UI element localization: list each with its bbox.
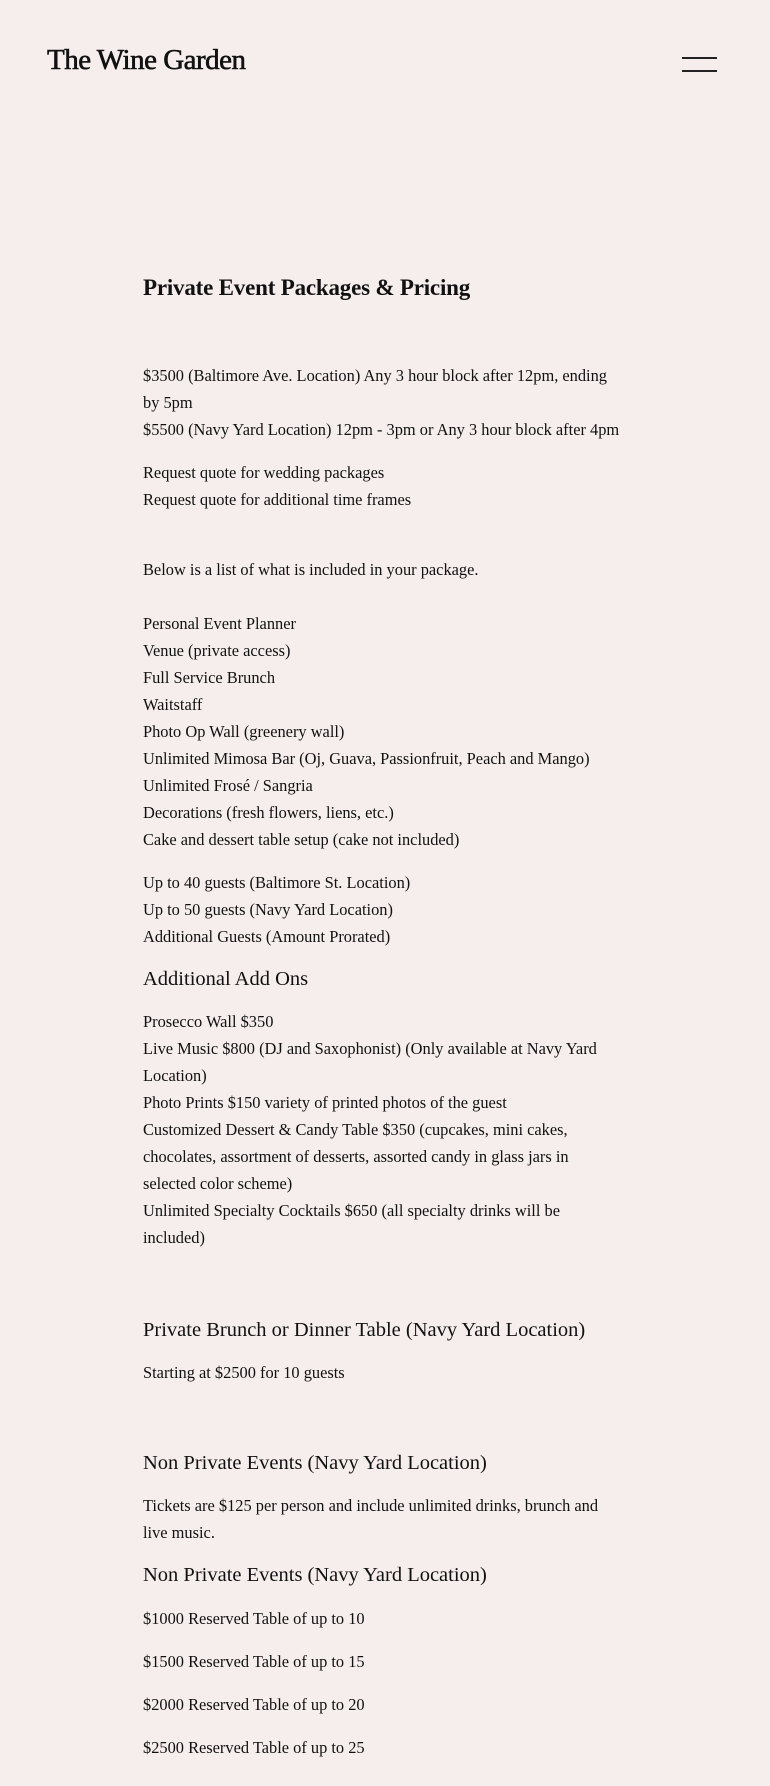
included-list	[143, 610, 623, 853]
included-item: Full Service Brunch	[143, 668, 276, 687]
included-item: Cake and dessert table setup (cake not included)	[143, 830, 460, 849]
included-item: Unlimited Mimosa Bar (Oj, Guava, Passionfruit, Peach and Mango)	[143, 749, 590, 768]
menu-bar-bottom	[682, 70, 717, 72]
included-item: Photo Op Wall (greenery wall)	[143, 722, 345, 741]
addon-item: Prosecco Wall $350	[143, 1012, 274, 1031]
non-private-heading: Non Private Events (Navy Yard Location)	[143, 1564, 487, 1586]
private-table-text: Starting at $2500 for 10 guests	[143, 1363, 345, 1382]
hamburger-menu-icon[interactable]	[682, 57, 717, 72]
included-intro: Below is a list of what is included in your package.	[143, 560, 479, 579]
included-item: Unlimited Frosé / Sangria	[143, 776, 313, 795]
quote-line: Request quote for additional time frames	[143, 490, 412, 509]
guest-limit-item: Additional Guests (Amount Prorated)	[143, 927, 391, 946]
addon-item: Customized Dessert & Candy Table $350 (cupcakes, mini cakes, chocolates, assortment of desserts, assorted candy in glass jars in selected color scheme)	[143, 1120, 569, 1193]
private-table-heading: Private Brunch or Dinner Table (Navy Yard Location)	[143, 1319, 586, 1341]
pricing-block	[143, 362, 623, 443]
addons-list	[143, 1008, 623, 1251]
included-item: Personal Event Planner	[143, 614, 296, 633]
included-item: Venue (private access)	[143, 641, 291, 660]
site-header	[0, 0, 770, 130]
pricing-line: $3500 (Baltimore Ave. Location) Any 3 hour block after 12pm, ending by 5pm	[143, 366, 607, 412]
menu-bar-top	[682, 57, 717, 59]
site-title-link[interactable]: The Wine Garden	[47, 44, 246, 76]
reserved-table-item: $2500 Reserved Table of up to 25	[143, 1738, 365, 1757]
non-private-heading: Non Private Events (Navy Yard Location)	[143, 1452, 487, 1474]
reserved-table-item: $1500 Reserved Table of up to 15	[143, 1652, 365, 1671]
reserved-table-item: $1000 Reserved Table of up to 10	[143, 1609, 365, 1628]
addons-heading: Additional Add Ons	[143, 968, 309, 990]
included-item: Waitstaff	[143, 695, 203, 714]
addon-item: Live Music $800 (DJ and Saxophonist) (Only available at Navy Yard Location)	[143, 1039, 597, 1085]
page-title: Private Event Packages & Pricing	[143, 275, 471, 300]
main-content	[143, 270, 623, 1761]
quote-line: Request quote for wedding packages	[143, 463, 385, 482]
included-item: Decorations (fresh flowers, liens, etc.)	[143, 803, 394, 822]
reserved-table-item: $2000 Reserved Table of up to 20	[143, 1695, 365, 1714]
guest-limits	[143, 869, 623, 950]
quote-block	[143, 459, 623, 513]
guest-limit-item: Up to 40 guests (Baltimore St. Location)	[143, 873, 411, 892]
non-private-text: Tickets are $125 per person and include unlimited drinks, brunch and live music.	[143, 1496, 599, 1542]
guest-limit-item: Up to 50 guests (Navy Yard Location)	[143, 900, 393, 919]
addon-item: Photo Prints $150 variety of printed photos of the guest	[143, 1093, 507, 1112]
addon-item: Unlimited Specialty Cocktails $650 (all specialty drinks will be included)	[143, 1201, 560, 1247]
pricing-line: $5500 (Navy Yard Location) 12pm - 3pm or Any 3 hour block after 4pm	[143, 420, 620, 439]
